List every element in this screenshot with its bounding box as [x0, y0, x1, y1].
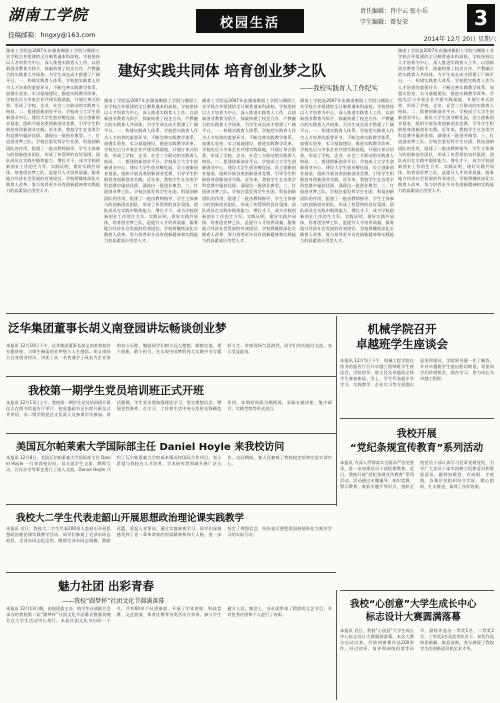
divider [340, 418, 494, 419]
article-6-title: 美国瓦尔帕莱索大学国际部主任 Daniel Hoyle 来我校访问 [16, 442, 285, 453]
article-8-title: 魅力社团 出彩青春 [58, 579, 155, 593]
main-article-subtitle: ——我校实践育人工作纪实 [300, 84, 378, 92]
main-article-col-5: 湖南工学院是2007年由湖南衡阳工学院与衡阳工业学校合并组建的全日制普通本科高校。学校坚持以人才培养为中心，深入推进实践育人工作，以创新创业教育为抓手，探索构建了校企合作、产教融合的实践育人共同体，为学生成长成才搭建了广阔平台。一、构建实践育人体系。学校把实践育人作为人才培养的重要环节，不断完善实践教学体系，加强实验室、实习基地建设，推进实践教学改革。学校先后与多家企业共建实践基地，开展订单式培养，形成了学校、企业、社会三方联动的实践育人格局。二、搭建创新创业平台。学校成立大学生创新创业中心，建设大学生创业孵化园，设立创新创业基金，组织开展各类创新创业竞赛，引导学生积极投身创新创业实践。近年来，我校学生在各类学科竞赛中屡获佳绩，涌现出一批创业典型。三、打造创业梦之队。学校注重发挥学生社团、科技创新团队的作用，组建了一批由教师指导、学生主体参与的创新创业团队，形成了传帮带的良好氛围。团队成员在实践中锻炼能力、增长才干，成为学校创新创业工作的生力军。实践证明，建好实践共同体，培育创业梦之队，是提升人才培养质量、服务地方经济社会发展的有效途径。学校将继续深化实践育人改革，努力培养更多具有创新精神和实践能力的高素质应用型人才。 [398, 48, 494, 194]
masthead-logo: 湖南工学院 [8, 6, 89, 24]
article-7-body: 本报讯 近日，我校大二学生代表200余人赴韶山开展思想政治理论课实践教学活动。同学们参观了毛泽东同志故居、毛泽东同志纪念馆，瞻仰毛泽东同志铜像，敬献花篮，重温入党誓词。通过实地参观学习，同学们深刻感受到了老一辈革命家的崇高精神和伟大人格，进一步坚定了理想信念，纷纷表示要把爱国热情转化为刻苦学习的实际行动。 [6, 526, 332, 544]
article-9-body: 本报讯 近日，我校“心创意”大学生成长中心标志设计大赛圆满落幕。本次大赛自启动以来，共收到参赛作品200余件。经过初评、复评和网络投票等环节，最终评选出一等奖1名、二等奖2名、三等奖3名及优秀奖若干。获奖作品构思新颖、寓意深刻，充分展现了我校学生的创新意识和艺术才华。 [340, 628, 494, 652]
article-7-title: 我校大二学生代表走韶山开展思想政治理论课实践教学 [16, 513, 245, 524]
issue-date: 2014年 12月 20日 星期六 [423, 36, 496, 43]
article-8-body: 本报讯 12月13日晚，由校团委主办、校学生社团联合会承办的我校第二届“圆梦杯”社团文化节闭幕式暨颁奖晚会在大学生活动中心举行。本届社团文化节历时一个月，共有60余个社团参加，开展了学术讲座、科技竞赛、文艺展演、体育比赛等各类活动百余场，参与学生逾万人次。晚会上，各社团带来了精彩的文艺节目，并对优秀社团和个人进行了表彰。 [6, 606, 332, 624]
article-8-subtitle: ——我校“圆梦杯”社团文化节圆满落幕 [62, 598, 165, 605]
main-article-col-4: 湖南工学院是2007年由湖南衡阳工学院与衡阳工业学校合并组建的全日制普通本科高校。学校坚持以人才培养为中心，深入推进实践育人工作，以创新创业教育为抓手，探索构建了校企合作、产教融合的实践育人共同体，为学生成长成才搭建了广阔平台。一、构建实践育人体系。学校把实践育人作为人才培养的重要环节，不断完善实践教学体系，加强实验室、实习基地建设，推进实践教学改革。学校先后与多家企业共建实践基地，开展订单式培养，形成了学校、企业、社会三方联动的实践育人格局。二、搭建创新创业平台。学校成立大学生创新创业中心，建设大学生创业孵化园，设立创新创业基金，组织开展各类创新创业竞赛，引导学生积极投身创新创业实践。近年来，我校学生在各类学科竞赛中屡获佳绩，涌现出一批创业典型。三、打造创业梦之队。学校注重发挥学生社团、科技创新团队的作用，组建了一批由教师指导、学生主体参与的创新创业团队，形成了传帮带的良好氛围。团队成员在实践中锻炼能力、增长才干，成为学校创新创业工作的生力军。实践证明，建好实践共同体，培育创业梦之队，是提升人才培养质量、服务地方经济社会发展的有效途径。学校将继续深化实践育人改革，努力培养更多具有创新精神和实践能力的高素质应用型人才。 [300, 98, 394, 244]
divider [340, 590, 494, 591]
divider [336, 590, 337, 700]
article-6-body: 本报讯 12月8日，美国瓦尔帕莱索大学国际部主任 Daniel Hoyle 一行来我校访问。双方就学生交流、教师互访、合作办学等事宜进行了深入交流。Daniel Hoyle 介绍了瓦尔帕莱索大学的基本情况和国际合作项目，表示希望与我校在人才培养、学术研究等领域开展广泛合作。访问期间，客人还参观了我校校史馆和实验实训中心。 [6, 455, 332, 473]
masthead-email: 投稿邮箱：hngxy@163.com [8, 31, 96, 39]
divider [6, 504, 336, 505]
header-rule [6, 44, 494, 46]
divider [6, 376, 336, 377]
main-article-col-1: 湖南工学院是2007年由湖南衡阳工学院与衡阳工业学校合并组建的全日制普通本科高校。学校坚持以人才培养为中心，深入推进实践育人工作，以创新创业教育为抓手，探索构建了校企合作、产教融合的实践育人共同体，为学生成长成才搭建了广阔平台。一、构建实践育人体系。学校把实践育人作为人才培养的重要环节，不断完善实践教学体系，加强实验室、实习基地建设，推进实践教学改革。学校先后与多家企业共建实践基地，开展订单式培养，形成了学校、企业、社会三方联动的实践育人格局。二、搭建创新创业平台。学校成立大学生创新创业中心，建设大学生创业孵化园，设立创新创业基金，组织开展各类创新创业竞赛，引导学生积极投身创新创业实践。近年来，我校学生在各类学科竞赛中屡获佳绩，涌现出一批创业典型。三、打造创业梦之队。学校注重发挥学生社团、科技创新团队的作用，组建了一批由教师指导、学生主体参与的创新创业团队，形成了传帮带的良好氛围。团队成员在实践中锻炼能力、增长才干，成为学校创新创业工作的生力军。实践证明，建好实践共同体，培育创业梦之队，是提升人才培养质量、服务地方经济社会发展的有效途径。学校将继续深化实践育人改革，努力培养更多具有创新精神和实践能力的高素质应用型人才。 [6, 48, 100, 194]
section-banner: 校园生活 [196, 9, 304, 33]
editors-box [360, 6, 460, 28]
article-3-body: 本报讯 12月5日下午，机械工程学院在图书馆报告厅召开卓越工程师班学生座谈会。学院领导、班主任及卓越班全体学生参加座谈。会上，学生代表就专业学习、实践教学、企业实习等方面提出意见和建议，学院领导逐一作了解答，并对卓越班学生提出殷切期望，希望同学们珍惜机会，刻苦学习，努力成长为卓越工程师。 [340, 358, 494, 388]
article-5-body: 本报讯 为深入贯彻落实全面从严治党要求，进一步加强党员干部纪律教育，近日，我校开展“党纪条规宣传教育”系列活动。活动通过专题辅导、知识竞赛、警示教育、观看专题片等形式，组织全校党员干部认真学习党章党规党纪，引导广大党员干部牢固树立纪律意识和规矩意识，做到知敬畏、存戒惧、守底线。各基层党组织结合实际，精心组织，扎实推进，取得了良好效果。 [340, 460, 494, 490]
divider [6, 572, 336, 573]
page-number: 3 [467, 4, 495, 32]
divider [6, 433, 336, 434]
article-9-title: 我校“心创意”大学生成长中心 标志设计大赛圆满落幕 [350, 599, 477, 623]
article-4-title: 我校第一期学生党员培训班正式开班 [28, 384, 204, 397]
divider [6, 313, 494, 314]
editors-line-1: 责任编辑：肖中云 张小乐 [360, 8, 428, 15]
editors-line-2: 学生编辑：曾发荣 [360, 19, 409, 26]
article-4-body: 本报讯 12月13日上午，我校第一期学生党员培训班开班仪式在图书馆报告厅举行。校党委副书记出席开班仪式并讲话，各二级学院党总支负责人及参训学员参加。讲话强调，学生党员要加强理论学习，坚定理想信念，增强党性修养，在学习、工作和生活中充分发挥先锋模范作用。本期培训班为期两周，采取专题讲座、集中研讨、实践考察等形式进行。 [6, 400, 332, 418]
article-3-title: 机械学院召开 卓越班学生座谈会 [356, 322, 448, 351]
article-5-title: 我校开展 “党纪条规宣传教育”系列活动 [350, 429, 484, 454]
main-article-col-2: 湖南工学院是2007年由湖南衡阳工学院与衡阳工业学校合并组建的全日制普通本科高校。学校坚持以人才培养为中心，深入推进实践育人工作，以创新创业教育为抓手，探索构建了校企合作、产教融合的实践育人共同体，为学生成长成才搭建了广阔平台。一、构建实践育人体系。学校把实践育人作为人才培养的重要环节，不断完善实践教学体系，加强实验室、实习基地建设，推进实践教学改革。学校先后与多家企业共建实践基地，开展订单式培养，形成了学校、企业、社会三方联动的实践育人格局。二、搭建创新创业平台。学校成立大学生创新创业中心，建设大学生创业孵化园，设立创新创业基金，组织开展各类创新创业竞赛，引导学生积极投身创新创业实践。近年来，我校学生在各类学科竞赛中屡获佳绩，涌现出一批创业典型。三、打造创业梦之队。学校注重发挥学生社团、科技创新团队的作用，组建了一批由教师指导、学生主体参与的创新创业团队，形成了传帮带的良好氛围。团队成员在实践中锻炼能力、增长才干，成为学校创新创业工作的生力军。实践证明，建好实践共同体，培育创业梦之队，是提升人才培养质量、服务地方经济社会发展的有效途径。学校将继续深化实践育人改革，努力培养更多具有创新精神和实践能力的高素质应用型人才。 [104, 98, 198, 244]
article-2-title: 泛华集团董事长胡义南登园讲坛畅谈创业梦 [8, 321, 227, 335]
main-article-title: 建好实践共同体 培育创业梦之队 [118, 64, 327, 80]
article-2-body: 本报讯 12月10日下午，泛华集团董事长胡义南来我校作专题讲座，与师生畅谈创业梦想与人生感悟。胡义南结合自身创业经历，讲述了从一名普通学子成长为企业家的奋斗历程，勉励同学们树立远大理想，脚踏实地，勇于创新，敢于担当，在实现中国梦的伟大实践中书写精彩人生。讲座现场气氛热烈，同学们纷纷提问交流，表示受益匪浅。 [6, 343, 332, 361]
divider [336, 316, 337, 506]
masthead [6, 4, 184, 44]
main-article-col-3: 湖南工学院是2007年由湖南衡阳工学院与衡阳工业学校合并组建的全日制普通本科高校。学校坚持以人才培养为中心，深入推进实践育人工作，以创新创业教育为抓手，探索构建了校企合作、产教融合的实践育人共同体，为学生成长成才搭建了广阔平台。一、构建实践育人体系。学校把实践育人作为人才培养的重要环节，不断完善实践教学体系，加强实验室、实习基地建设，推进实践教学改革。学校先后与多家企业共建实践基地，开展订单式培养，形成了学校、企业、社会三方联动的实践育人格局。二、搭建创新创业平台。学校成立大学生创新创业中心，建设大学生创业孵化园，设立创新创业基金，组织开展各类创新创业竞赛，引导学生积极投身创新创业实践。近年来，我校学生在各类学科竞赛中屡获佳绩，涌现出一批创业典型。三、打造创业梦之队。学校注重发挥学生社团、科技创新团队的作用，组建了一批由教师指导、学生主体参与的创新创业团队，形成了传帮带的良好氛围。团队成员在实践中锻炼能力、增长才干，成为学校创新创业工作的生力军。实践证明，建好实践共同体，培育创业梦之队，是提升人才培养质量、服务地方经济社会发展的有效途径。学校将继续深化实践育人改革，努力培养更多具有创新精神和实践能力的高素质应用型人才。 [202, 98, 296, 244]
